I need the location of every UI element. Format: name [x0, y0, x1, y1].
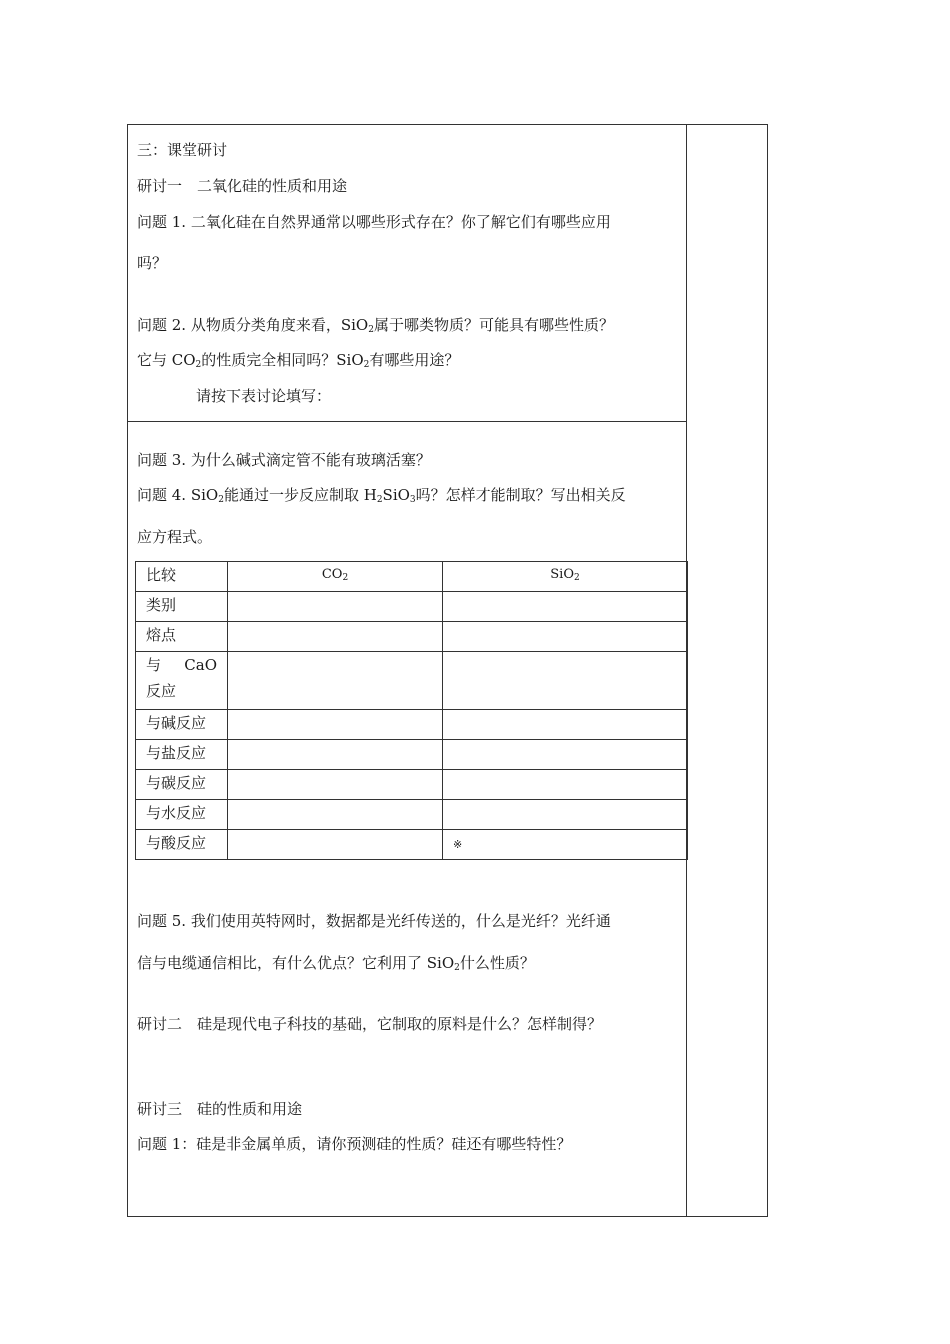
question-4-line-1	[137, 485, 626, 505]
q5-text-a: 信与电缆通信相比，有什么优点？它利用了 SiO	[137, 954, 455, 972]
question-4-line-2: 应方程式。	[137, 528, 213, 546]
q2-sub-2: 2	[195, 360, 202, 370]
sio2-cell[interactable]	[443, 652, 688, 710]
table-row	[136, 592, 688, 622]
q5-text-b: 什么性质？	[459, 954, 535, 972]
header-sio2	[443, 562, 688, 592]
q2-text-b: 属于哪类物质？可能具有哪些性质？	[373, 316, 614, 334]
row-label: 与水反应	[136, 800, 228, 830]
question-5-line-1: 问题 5. 我们使用英特网时，数据都是光纤传送的，什么是光纤？光纤通	[137, 912, 611, 930]
question-1-line-2: 吗？	[137, 254, 168, 272]
table-header-row	[136, 562, 688, 592]
header-sio2-text: SiO	[550, 567, 574, 582]
q4-text-c: SiO	[382, 486, 410, 504]
comparison-table	[135, 561, 688, 860]
header-sio2-sub: 2	[574, 573, 580, 583]
row-label: 与碱反应	[136, 710, 228, 740]
co2-cell[interactable]	[228, 622, 443, 652]
question-2-line-1	[137, 315, 614, 335]
q2-text-e: 有哪些用途？	[369, 351, 460, 369]
table-row	[136, 800, 688, 830]
table-row	[136, 652, 688, 710]
row-label: 与碳反应	[136, 770, 228, 800]
topic-3-heading: 研讨三 硅的性质和用途	[137, 1100, 303, 1118]
sio2-cell[interactable]	[443, 800, 688, 830]
row-label: 与 CaO 反应	[136, 652, 228, 710]
topic-2-heading: 研讨二 硅是现代电子科技的基础，它制取的原料是什么？怎样制得？	[137, 1015, 603, 1033]
question-1-line-1: 问题 1. 二氧化硅在自然界通常以哪些形式存在？你了解它们有哪些应用	[137, 213, 611, 231]
q4-sub-3: 3	[409, 495, 416, 505]
table-row	[136, 830, 688, 860]
q4-text-d: 吗？怎样才能制取？写出相关反	[415, 486, 626, 504]
sio2-cell[interactable]	[443, 740, 688, 770]
co2-cell[interactable]	[228, 652, 443, 710]
sio2-cell[interactable]: ※	[443, 830, 688, 860]
co2-cell[interactable]	[228, 710, 443, 740]
row-label: 与盐反应	[136, 740, 228, 770]
q2-text-c: 它与 CO	[137, 351, 196, 369]
section-divider	[127, 421, 687, 422]
header-co2-text: CO	[321, 567, 343, 582]
row-label: 类别	[136, 592, 228, 622]
co2-cell[interactable]	[228, 800, 443, 830]
q2-text-d: 的性质完全相同吗？SiO	[201, 351, 364, 369]
table-row	[136, 622, 688, 652]
q2-sub: 2	[368, 325, 374, 335]
table-row	[136, 770, 688, 800]
q4-sub-1: 2	[218, 495, 224, 505]
co2-cell[interactable]	[228, 740, 443, 770]
q4-sub-2: 2	[376, 495, 383, 505]
sio2-cell[interactable]	[443, 592, 688, 622]
sio2-cell[interactable]	[443, 710, 688, 740]
table-row	[136, 740, 688, 770]
question-2-instruction: 请按下表讨论填写：	[196, 387, 332, 405]
co2-cell[interactable]	[228, 830, 443, 860]
q5-sub: 2	[454, 963, 460, 973]
q2-text-a: 问题 2. 从物质分类角度来看，SiO	[137, 316, 369, 334]
co2-cell[interactable]	[228, 770, 443, 800]
q2-sub-3: 2	[363, 360, 370, 370]
sio2-cell[interactable]	[443, 622, 688, 652]
section-title: 三：课堂研讨	[137, 141, 228, 159]
q4-text-b: 能通过一步反应制取 H	[223, 486, 377, 504]
topic-1-heading: 研讨一 二氧化硅的性质和用途	[137, 177, 348, 195]
co2-cell[interactable]	[228, 592, 443, 622]
row-label: 与酸反应	[136, 830, 228, 860]
table-row	[136, 710, 688, 740]
q4-text-a: 问题 4. SiO	[137, 486, 219, 504]
sio2-cell[interactable]	[443, 770, 688, 800]
question-2-line-2	[137, 350, 459, 370]
row-label: 熔点	[136, 622, 228, 652]
topic-3-question-1: 问题 1：硅是非金属单质，请你预测硅的性质？硅还有哪些特性？	[137, 1135, 572, 1153]
question-3: 问题 3. 为什么碱式滴定管不能有玻璃活塞？	[137, 451, 431, 469]
header-co2-sub: 2	[342, 573, 349, 583]
header-compare: 比较	[136, 562, 228, 592]
header-co2	[228, 562, 443, 592]
question-5-line-2	[137, 953, 535, 973]
